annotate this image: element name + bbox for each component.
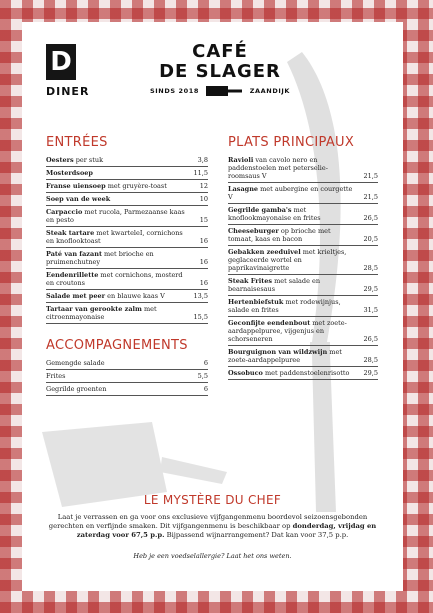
menu-item — [46, 248, 208, 269]
menu-item-text — [46, 182, 200, 190]
brand-line-2: DE SLAGER — [159, 61, 281, 82]
menu-item-price: 6 — [203, 385, 208, 393]
menu-item-description: op brioche met tomaat, kaas en bacon — [228, 227, 331, 243]
menu-item-text — [228, 369, 364, 377]
menu-item-description: van cavolo nero en paddenstoelen met peterselie-roomsaus V — [228, 156, 328, 180]
menu-item-text — [46, 305, 194, 321]
menu-item-description: met brioche en pruimenchutney — [46, 250, 154, 266]
brand-since: SINDS 2018 — [150, 87, 199, 95]
menu-item-text — [228, 319, 364, 343]
menu-item-description: met citroenmayonaise — [46, 305, 157, 321]
menu-item-price: 10 — [199, 195, 208, 203]
menu-item-price: 16 — [199, 237, 208, 245]
mystere-section — [46, 493, 379, 560]
menu-item-description: met salade en bearnaisesaus — [228, 277, 321, 293]
menu-item-name: Ravioli — [228, 156, 254, 164]
menu-item-price: 20,5 — [363, 235, 378, 243]
menu-item-price: 15 — [199, 216, 208, 224]
menu-item-name: Frites — [46, 372, 66, 380]
menu-item-name: Eendenrillette — [46, 271, 99, 279]
diner-logo-word: DINER — [46, 85, 90, 98]
menu-item-name: Hertenbiefstuk — [228, 298, 284, 306]
menu-item-price: 21,5 — [363, 172, 378, 180]
menu-item-description: met rodewijnjus, salade en frites — [228, 298, 341, 314]
menu-item — [228, 317, 378, 346]
menu-item-text — [46, 292, 194, 300]
mystere-text-c: Bijpassend wijnarrangement? Dat kan voor 37,5 p.p. — [164, 531, 349, 539]
menu-item — [228, 246, 378, 275]
menu-item-name: Lasagne — [228, 185, 259, 193]
brand-subline — [150, 86, 290, 96]
menu-item-text — [46, 250, 200, 266]
menu-item-name: Salade met peer — [46, 292, 106, 300]
menu-item-description: met cornichons, mosterd en croutons — [46, 271, 183, 287]
menu-item-description: met paddenstoelenrisotto — [262, 369, 350, 377]
menu-item-price: 5,5 — [197, 372, 208, 380]
menu-item-price: 15,5 — [193, 313, 208, 321]
plats-list — [228, 154, 378, 380]
menu-item-text — [228, 156, 364, 180]
menu-item-price: 28,5 — [363, 356, 378, 364]
menu-item-description: per stuk — [73, 156, 104, 164]
menu-item-text — [228, 348, 364, 364]
menu-item-name: Bourguignon van wildzwijn — [228, 348, 328, 356]
menu-item-text — [228, 206, 364, 222]
menu-item — [228, 204, 378, 225]
menu-item — [228, 154, 378, 183]
menu-item — [46, 269, 208, 290]
menu-item-description: met zoete-aardappelpuree, vijgenjus en schorseneren — [228, 319, 347, 343]
menu-item-text — [46, 195, 200, 203]
menu-item — [46, 383, 208, 396]
menu-item-price: 29,5 — [363, 285, 378, 293]
diner-logo-letter: D — [46, 44, 76, 80]
menu-item — [46, 193, 208, 206]
menu-item-name: Gegrilde groenten — [46, 385, 107, 393]
menu-item-description: met kwarteleI, cornichons en knoflooktoast — [46, 229, 183, 245]
menu-item-name: Franse uiensoep — [46, 182, 106, 190]
menu-item-description: met rucola, Parmezaanse kaas en pesto — [46, 208, 185, 224]
menu-item-price: 16 — [199, 258, 208, 266]
menu-item-text — [228, 298, 364, 314]
menu-item — [228, 225, 378, 246]
menu-item-name: Tartaar van gerookte zalm — [46, 305, 142, 313]
menu-item-name: Gebakken zeeduivel — [228, 248, 301, 256]
menu-item — [228, 367, 378, 380]
menu-item — [46, 370, 208, 383]
menu-item-name: Geconfijte eendenbout — [228, 319, 311, 327]
entrees-list — [46, 154, 208, 324]
entrees-title: ENTRÉES — [46, 135, 108, 150]
plats-title: PLATS PRINCIPAUX — [228, 135, 355, 150]
menu-item-name: Gegrilde gamba's — [228, 206, 292, 214]
menu-item-name: Soep van de week — [46, 195, 111, 203]
menu-item-price: 26,5 — [363, 214, 378, 222]
menu-item — [46, 206, 208, 227]
accompagnements-list — [46, 357, 208, 396]
right-column — [228, 135, 378, 380]
brand-line-1: CAFÉ — [192, 41, 248, 62]
menu-item-name: Ossobuco — [228, 369, 263, 377]
accompagnements-title: ACCOMPAGNEMENTS — [46, 338, 188, 353]
menu-item-name: Mosterdsoep — [46, 169, 93, 177]
menu-item-text — [46, 372, 198, 380]
menu-item-name: Cheeseburger — [228, 227, 279, 235]
menu-item — [46, 303, 208, 324]
menu-item — [46, 357, 208, 370]
menu-item-text — [46, 229, 200, 245]
menu-sheet — [22, 22, 403, 591]
menu-item-name: Steak tartare — [46, 229, 95, 237]
mystere-title: LE MYSTÈRE DU CHEF — [143, 493, 282, 507]
menu-item-price: 28,5 — [363, 264, 378, 272]
cleaver-icon — [206, 86, 242, 96]
menu-item-name: Carpaccio — [46, 208, 83, 216]
menu-item-text — [228, 248, 364, 272]
menu-item-price: 26,5 — [363, 335, 378, 343]
menu-item-name: Gemengde salade — [46, 359, 105, 367]
diner-logo — [46, 44, 106, 98]
menu-item — [46, 167, 208, 180]
menu-item-description: en blauwe kaas V — [105, 292, 165, 300]
menu-item — [228, 275, 378, 296]
menu-item-name: Paté van fazant — [46, 250, 102, 258]
menu-item-description: met krieltjes, geglaceerde wortel en paprikavinaigrette — [228, 248, 347, 272]
menu-item-text — [46, 271, 200, 287]
left-column — [46, 135, 208, 396]
menu-item-text — [46, 169, 194, 177]
menu-item-price: 3,8 — [197, 156, 208, 164]
menu-item — [228, 183, 378, 204]
menu-item-name: Oesters — [46, 156, 74, 164]
menu-item-price: 13,5 — [193, 292, 208, 300]
menu-item — [46, 154, 208, 167]
menu-item-description: met gruyère-toast — [105, 182, 167, 190]
menu-item — [228, 346, 378, 367]
menu-item-text — [46, 156, 198, 164]
menu-item — [46, 227, 208, 248]
allergy-note: Heb je een voedselallergie? Laat het ons weten. — [133, 552, 292, 560]
menu-item-text — [46, 208, 200, 224]
menu-item-name: Steak Frites — [228, 277, 273, 285]
menu-item-text — [228, 277, 364, 293]
menu-item-text — [228, 227, 364, 243]
mystere-text-a: Laat je verrassen en ga voor ons exclusieve vijfgangenmenu boordevol seizoensgebonden gerechten en verfijnde smaken. Dit vijfgangenmenu is beschikbaar op — [48, 513, 368, 530]
menu-item-description: met zoete-aardappelpuree — [228, 348, 342, 364]
menu-item-text — [228, 185, 364, 201]
menu-item-price: 21,5 — [363, 193, 378, 201]
menu-item — [46, 290, 208, 303]
mystere-text-bold: donderdag, vrijdag en zaterdag voor 67,5 p.p. — [76, 522, 377, 539]
menu-item-text — [46, 359, 204, 367]
menu-item-price: 31,5 — [363, 306, 378, 314]
menu-item-description: met knoflookmayonaise en frites — [228, 206, 321, 222]
menu-item-price: 6 — [203, 359, 208, 367]
menu-item-description: met aubergine en courgette V — [228, 185, 353, 201]
menu-item-text — [46, 385, 204, 393]
menu-item — [228, 296, 378, 317]
menu-item-price: 11,5 — [193, 169, 208, 177]
menu-item-price: 12 — [199, 182, 208, 190]
mystere-text — [46, 513, 379, 540]
brand-city: ZAANDIJK — [249, 87, 290, 95]
menu-item — [46, 180, 208, 193]
cafe-brand — [150, 42, 290, 96]
menu-item-price: 29,5 — [363, 369, 378, 377]
menu-item-price: 16 — [199, 279, 208, 287]
